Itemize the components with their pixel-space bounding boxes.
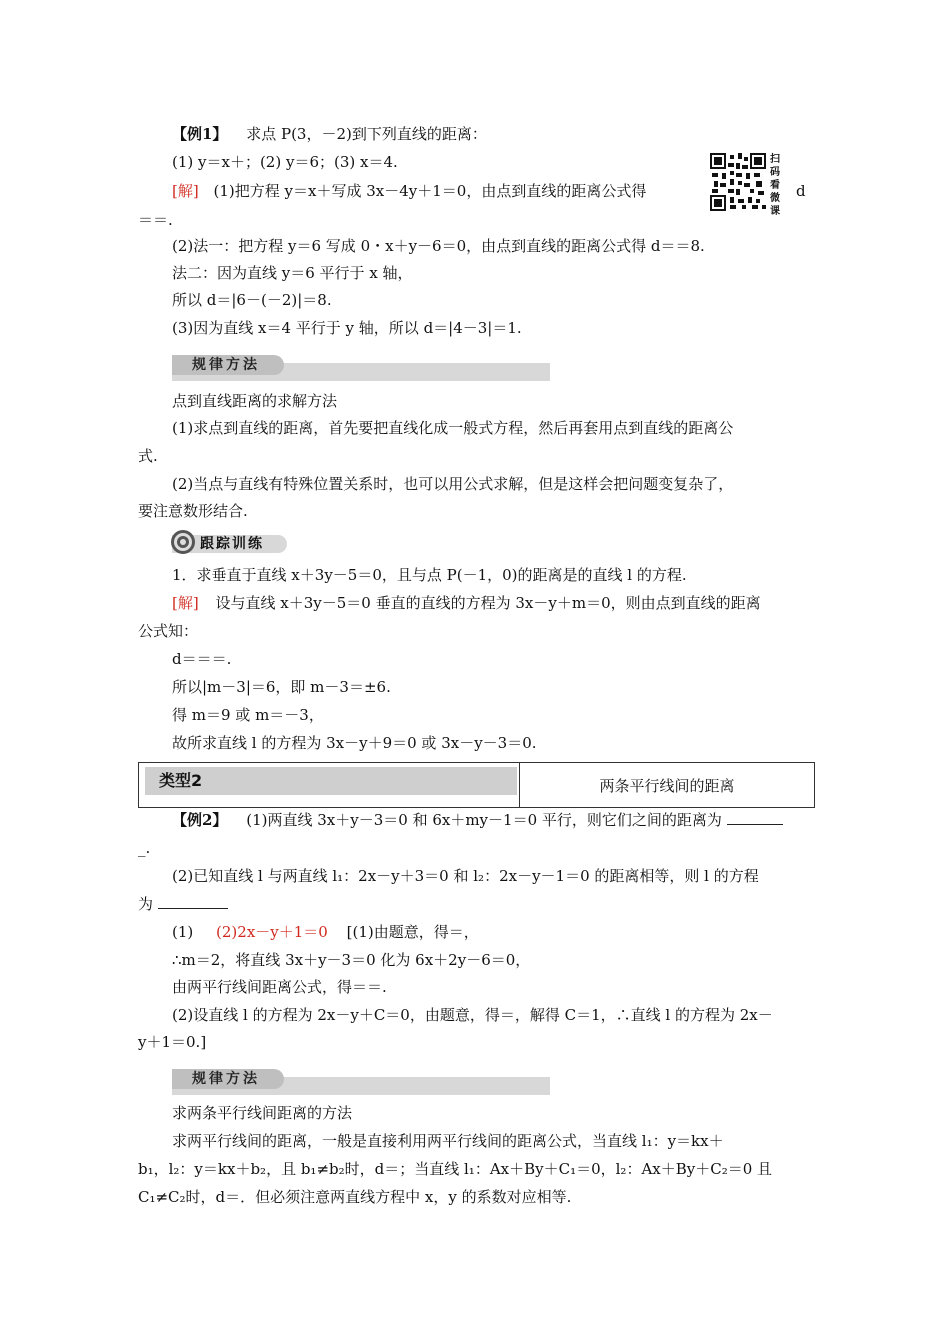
training-question: 1．求垂直于直线 x＋3y－5＝0，且与点 P(－1，0)的距离是的直线 l 的方程. — [172, 566, 687, 584]
training-solution-4: 得 m＝9 或 m＝－3， — [172, 706, 324, 724]
method2-p1: 求两平行线间的距离，一般是直接利用两平行线间的距离公式，当直线 l₁：y＝kx＋ — [172, 1132, 724, 1150]
answer-blank — [727, 810, 783, 825]
method-banner-tab: 规律方法 — [172, 355, 284, 375]
solution-2-result: 所以 d＝|6－(－2)|＝8. — [172, 291, 332, 309]
training-banner-tab: 跟踪训练 — [200, 536, 264, 552]
qr-caption-char: 课 — [770, 206, 780, 217]
target-icon — [170, 529, 196, 555]
training-solution-1 — [172, 593, 761, 613]
qr-caption — [770, 153, 784, 218]
training-solution-5: 故所求直线 l 的方程为 3x－y＋9＝0 或 3x－y－3＝0. — [172, 734, 537, 752]
example1-question: 求点 P(3，－2)到下列直线的距离： — [246, 125, 487, 143]
qr-caption-char: 扫 — [770, 154, 780, 165]
qr-caption-char: 看 — [770, 180, 780, 191]
method1-p1-cont: 式. — [138, 447, 158, 465]
answer-explanation: [(1)由题意，得＝， — [346, 923, 479, 941]
example2-q1: (1)两直线 3x＋y－3＝0 和 6x＋my－1＝0 平行，则它们之间的距离为 — [246, 811, 722, 829]
qr-caption-char: 微 — [770, 193, 780, 204]
method2-title: 求两条平行线间距离的方法 — [172, 1104, 353, 1122]
method1-p2-cont: 要注意数形结合. — [138, 502, 248, 520]
example1-label: 【例1】 — [172, 125, 228, 143]
example2-q1-line — [172, 810, 783, 830]
method-banner-tab: 规律方法 — [172, 1069, 284, 1089]
example2-q2-prefix: 为 — [138, 895, 154, 913]
example2-answer-line — [172, 922, 479, 942]
example2-solution-5: y＋1＝0.] — [138, 1033, 207, 1051]
solution-1-d: d — [796, 182, 806, 200]
type-title: 两条平行线间的距离 — [599, 777, 735, 795]
method1-title: 点到直线距离的求解方法 — [172, 392, 338, 410]
solution-tag: [解] — [172, 182, 199, 200]
type-heading-box — [138, 762, 815, 808]
training-solution-1-text: 设与直线 x＋3y－5＝0 垂直的直线的方程为 3x－y＋m＝0，则由点到直线的距离 — [215, 594, 761, 612]
method2-p2: b₁，l₂：y＝kx＋b₂，且 b₁≠b₂时，d＝；当直线 l₁：Ax＋By＋C₁＝0，l₂：Ax＋By＋C₂＝0 且 — [138, 1160, 773, 1178]
example1-items: (1) y＝x＋；(2) y＝6；(3) x＝4. — [172, 153, 398, 171]
example2-q2: (2)已知直线 l 与两直线 l₁：2x－y＋3＝0 和 l₂：2x－y－1＝0 的距离相等，则 l 的方程 — [172, 867, 759, 885]
example2-q1-end: _. — [138, 839, 151, 857]
qr-caption-char: 码 — [770, 167, 780, 178]
solution-2-method-2: 法二：因为直线 y＝6 平行于 x 轴， — [172, 264, 413, 282]
solution-2-method-1: (2)法一：把方程 y＝6 写成 0・x＋y－6＝0，由点到直线的距离公式得 d＝＝8. — [172, 237, 705, 255]
training-solution-2: d＝＝＝. — [172, 650, 232, 668]
solution-1-continued: ＝＝. — [138, 211, 173, 229]
method2-p3: C₁≠C₂时，d＝．但必须注意两直线方程中 x，y 的系数对应相等. — [138, 1188, 572, 1206]
example1-question-line — [172, 124, 487, 144]
solution-tag: [解] — [172, 594, 199, 612]
solution-1-text: (1)把方程 y＝x＋写成 3x－4y＋1＝0，由点到直线的距离公式得 — [213, 182, 647, 200]
qr-code-icon[interactable] — [710, 153, 766, 211]
example2-q2-cont — [138, 894, 228, 914]
example2-solution-4: (2)设直线 l 的方程为 2x－y＋C＝0，由题意，得＝，解得 C＝1，∴直线 l 的方程为 2x－ — [172, 1006, 773, 1024]
training-solution-1-cont: 公式知： — [138, 622, 199, 640]
example1-solution-1 — [172, 181, 646, 201]
solution-3: (3)因为直线 x＝4 平行于 y 轴，所以 d＝|4－3|＝1. — [172, 319, 522, 337]
answer-2: (2)2x－y＋1＝0 — [216, 923, 328, 941]
answer-blank — [158, 894, 228, 909]
method1-p1: (1)求点到直线的距离，首先要把直线化成一般式方程，然后再套用点到直线的距离公 — [172, 419, 734, 437]
answer-1: (1) — [172, 923, 194, 941]
training-solution-3: 所以|m－3|＝6，即 m－3＝±6. — [172, 678, 391, 696]
example2-solution-2: ∴m＝2，将直线 3x＋y－3＝0 化为 6x＋2y－6＝0， — [172, 951, 531, 969]
example2-label: 【例2】 — [172, 811, 228, 829]
method1-p2: (2)当点与直线有特殊位置关系时，也可以用公式求解，但是这样会把问题变复杂了， — [172, 475, 734, 493]
type-label: 类型2 — [145, 767, 517, 795]
example2-solution-3: 由两平行线间距离公式，得＝＝. — [172, 978, 387, 996]
